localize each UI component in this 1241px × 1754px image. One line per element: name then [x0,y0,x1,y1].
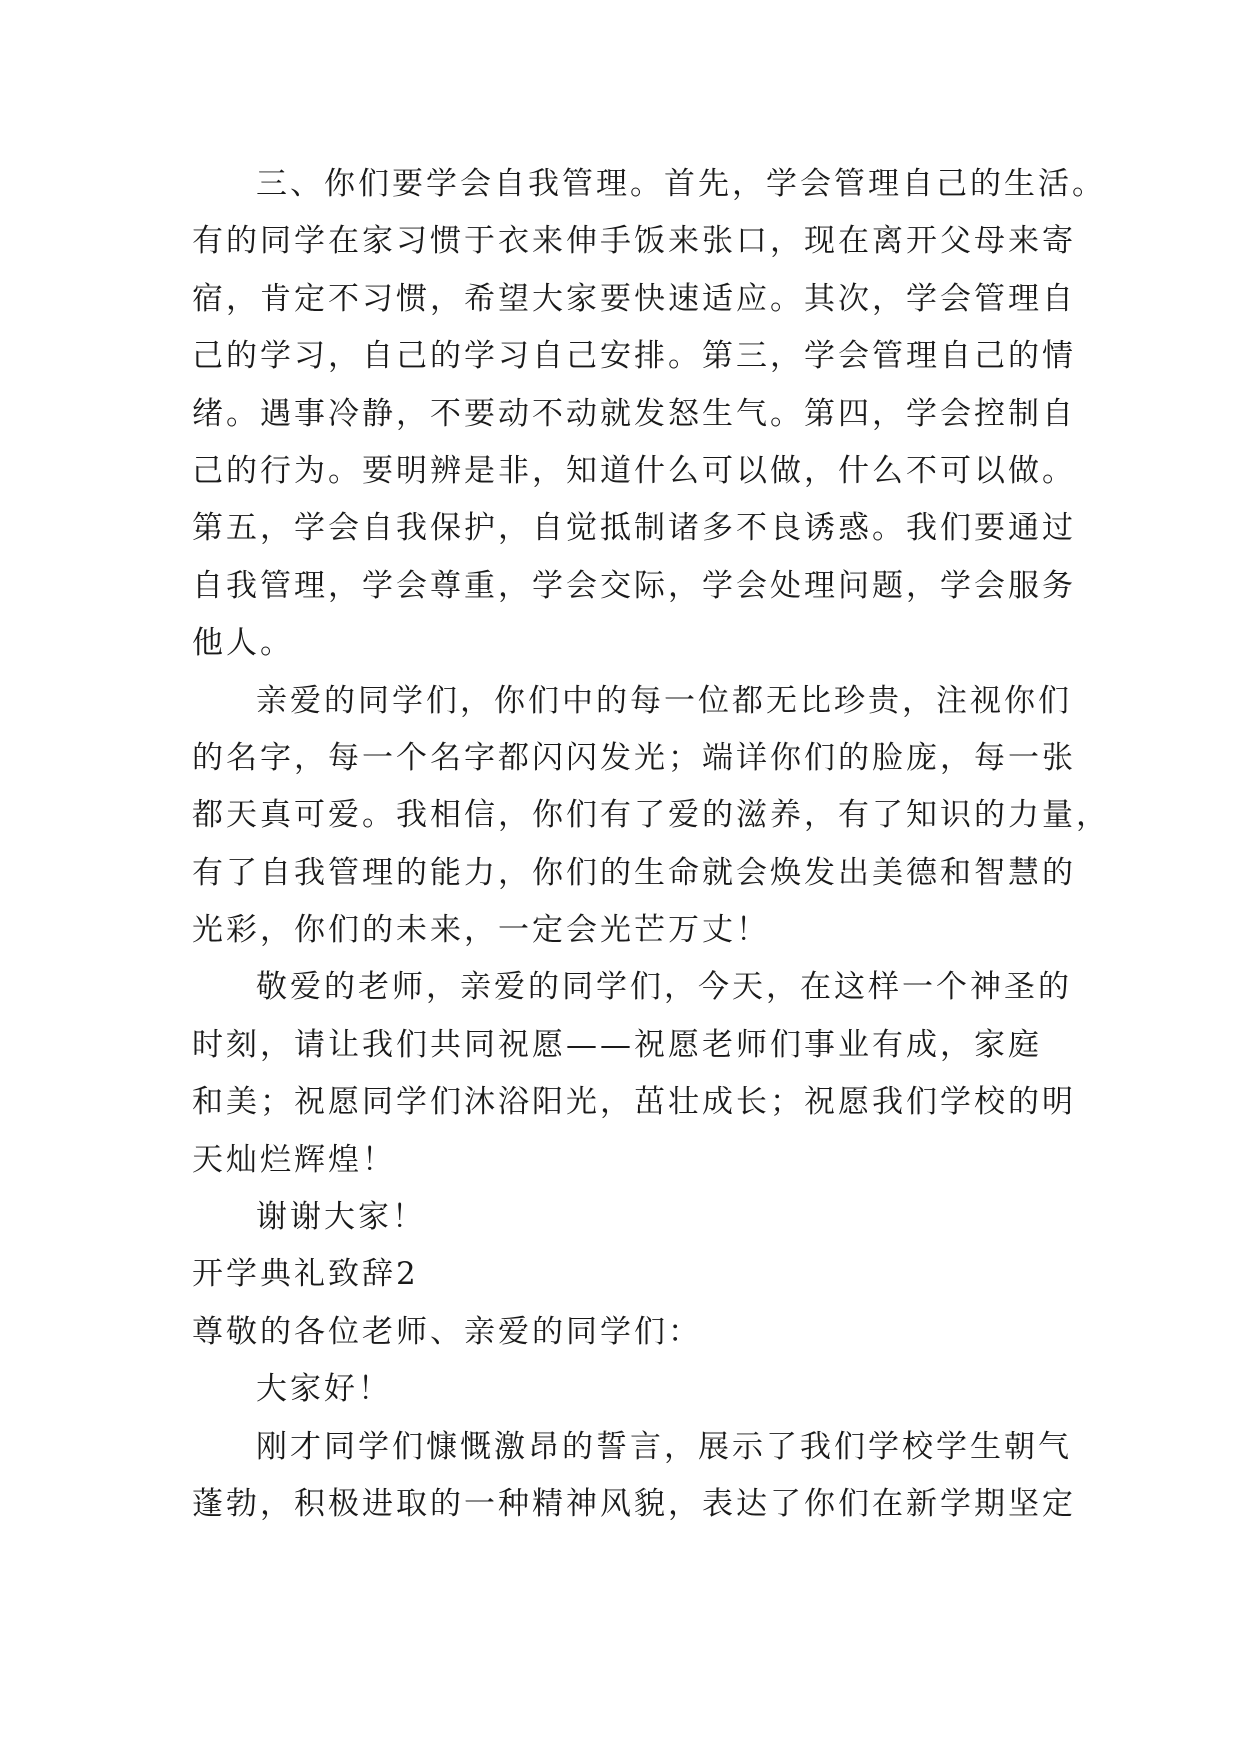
paragraph-line: 绪。遇事冷静，不要动不动就发怒生气。第四，学会控制自 [192,395,1076,432]
paragraph-line: 亲爱的同学们，你们中的每一位都无比珍贵，注视你们 [256,682,1072,719]
paragraph-line: 的名字，每一个名字都闪闪发光；端详你们的脸庞，每一张 [192,739,1076,776]
paragraph-line: 光彩，你们的未来，一定会光芒万丈！ [192,912,770,949]
paragraph-line: 天灿烂辉煌！ [192,1141,396,1178]
paragraph-line: 自我管理，学会尊重，学会交际，学会处理问题，学会服务 [192,567,1076,604]
paragraph-line: 刚才同学们慷慨激昂的誓言，展示了我们学校学生朝气 [256,1428,1072,1465]
paragraph-line: 时刻，请让我们共同祝愿——祝愿老师们事业有成，家庭 [192,1026,1042,1063]
paragraph-line: 三、你们要学会自我管理。首先，学会管理自己的生活。 [256,166,1106,202]
paragraph-line: 敬爱的老师，亲爱的同学们，今天，在这样一个神圣的 [256,969,1072,1006]
greeting: 大家好！ [256,1371,392,1408]
paragraph-line: 都天真可爱。我相信，你们有了爱的滋养，有了知识的力量， [192,797,1110,834]
paragraph-line: 宿，肯定不习惯，希望大家要快速适应。其次，学会管理自 [192,280,1076,317]
paragraph-line: 和美；祝愿同学们沐浴阳光，茁壮成长；祝愿我们学校的明 [192,1084,1076,1121]
paragraph-line: 他人。 [192,625,294,662]
paragraph-line: 己的行为。要明辨是非，知道什么可以做，什么不可以做。 [192,452,1076,489]
section-heading: 开学典礼致辞2 [192,1256,419,1293]
paragraph-line: 蓬勃，积极进取的一种精神风貌，表达了你们在新学期坚定 [192,1485,1076,1522]
paragraph-line: 第五，学会自我保护，自觉抵制诸多不良诱惑。我们要通过 [192,510,1076,547]
paragraph-line: 有的同学在家习惯于衣来伸手饭来张口，现在离开父母来寄 [192,223,1076,260]
document-body [192,156,1110,1533]
closing-line: 谢谢大家！ [256,1199,426,1236]
paragraph-line: 有了自我管理的能力，你们的生命就会焕发出美德和智慧的 [192,854,1076,891]
paragraph-line: 己的学习，自己的学习自己安排。第三，学会管理自己的情 [192,338,1076,375]
salutation: 尊敬的各位老师、亲爱的同学们： [192,1313,702,1350]
